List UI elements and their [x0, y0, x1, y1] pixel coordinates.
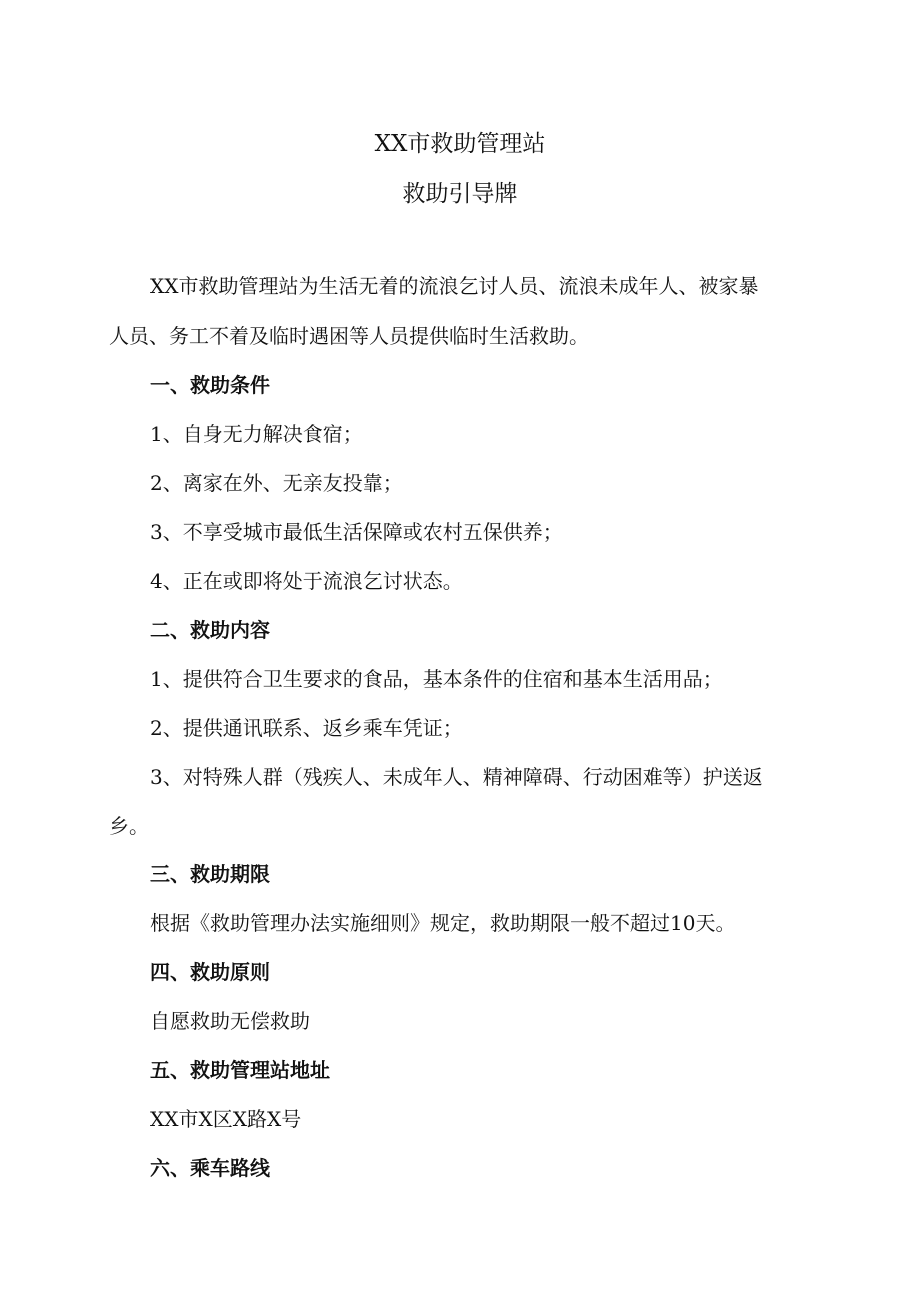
content-item-3-continuation: 乡。 — [109, 814, 149, 838]
principle-text: 自愿救助无偿救助 — [150, 1009, 310, 1033]
condition-item-1: 1、自身无力解决食宿； — [150, 422, 363, 446]
content-item-3: 3、对特殊人群（残疾人、未成年人、精神障碍、行动困难等）护送返 — [150, 765, 763, 789]
section-heading-period: 三、救助期限 — [150, 862, 270, 886]
section-heading-address: 五、救助管理站地址 — [150, 1058, 330, 1082]
document-title: XX市救助管理站 — [374, 131, 546, 157]
content-item-2: 2、提供通讯联系、返乡乘车凭证； — [150, 716, 463, 740]
condition-item-3: 3、不享受城市最低生活保障或农村五保供养； — [150, 520, 563, 544]
section-heading-route: 六、乘车路线 — [150, 1156, 270, 1180]
section-heading-conditions: 一、救助条件 — [150, 373, 270, 397]
condition-item-4: 4、正在或即将处于流浪乞讨状态。 — [150, 569, 463, 593]
condition-item-2: 2、离家在外、无亲友投靠； — [150, 471, 403, 495]
content-item-1: 1、提供符合卫生要求的食品，基本条件的住宿和基本生活用品； — [150, 667, 723, 691]
document-subtitle: 救助引导牌 — [402, 181, 518, 207]
section-heading-content: 二、救助内容 — [150, 618, 270, 642]
intro-paragraph-line-2: 人员、务工不着及临时遇困等人员提供临时生活救助。 — [109, 324, 589, 348]
period-text: 根据《救助管理办法实施细则》规定，救助期限一般不超过10天。 — [150, 911, 736, 935]
intro-paragraph-line-1: XX市救助管理站为生活无着的流浪乞讨人员、流浪未成年人、被家暴 — [150, 274, 759, 298]
address-text: XX市X区X路X号 — [150, 1107, 302, 1131]
section-heading-principle: 四、救助原则 — [150, 960, 270, 984]
